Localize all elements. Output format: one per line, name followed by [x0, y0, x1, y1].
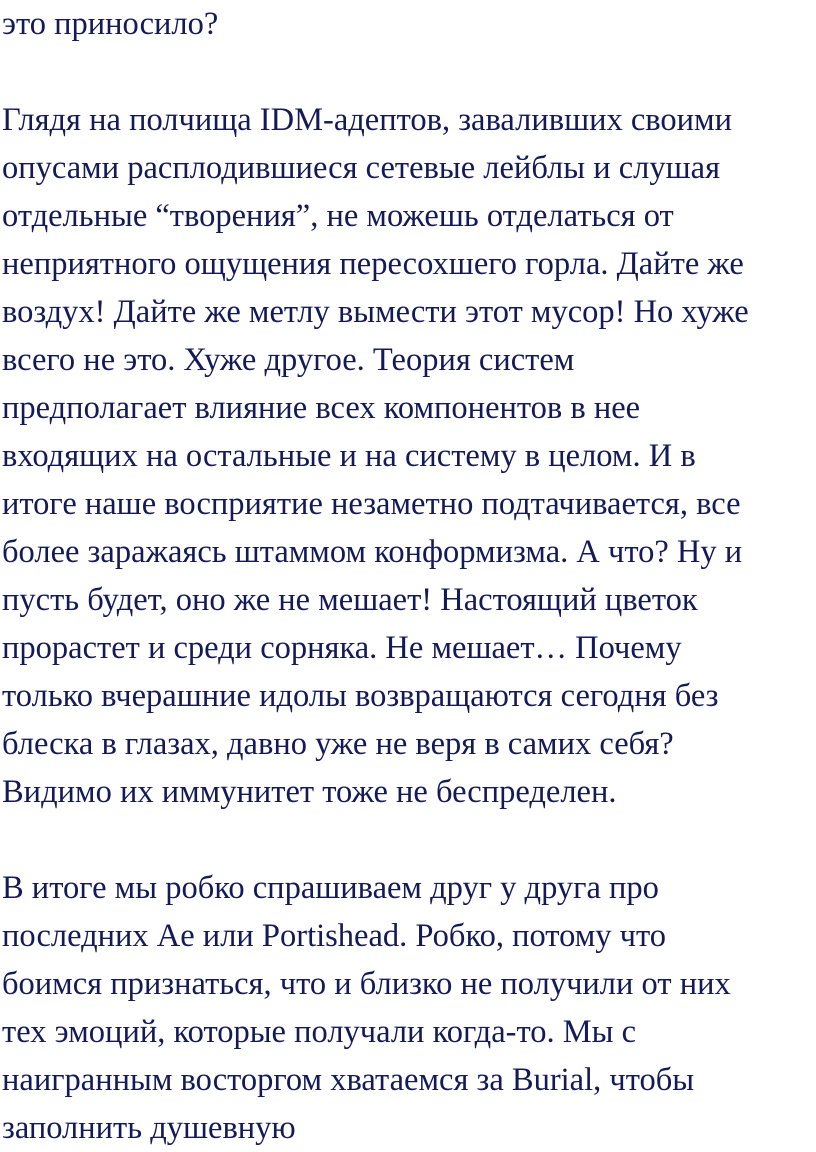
- text-line: боимся признаться, что и близко не получили от них: [2, 966, 731, 1002]
- text-line: воздух! Дайте же метлу вымести этот мусор! Но хуже: [2, 294, 749, 330]
- text-line: прорастет и среди сорняка. Не мешает… Почему: [2, 630, 682, 666]
- text-line: В итоге мы робко спрашиваем друг у друга про: [2, 870, 659, 906]
- text-line: только вчерашние идолы возвращаются сегодня без: [2, 678, 719, 714]
- text-line: всего не это. Хуже другое. Теория систем: [2, 342, 575, 378]
- text-line: последних Ae или Portishead. Робко, потому что: [2, 918, 667, 954]
- text-line: входящих на остальные и на систему в целом. И в: [2, 438, 696, 474]
- text-line: пусть будет, оно же не мешает! Настоящий цветок: [2, 582, 698, 618]
- text-line: наигранным восторгом хватаемся за Burial, чтобы: [2, 1062, 695, 1098]
- text-line: отдельные “творения”, не можешь отделаться от: [2, 198, 674, 234]
- text-line: тех эмоций, которые получали когда-то. Мы с: [2, 1014, 637, 1050]
- text-line: предполагает влияние всех компонентов в нее: [2, 390, 641, 426]
- text-line: Глядя на полчища IDM-адептов, заваливших своими: [2, 102, 733, 138]
- text-line: Видимо их иммунитет тоже не беспределен.: [2, 774, 617, 810]
- text-line: заполнить душевную: [2, 1110, 296, 1146]
- text-line: более заражаясь штаммом конформизма. А что? Ну и: [2, 534, 743, 570]
- text-line: итоге наше восприятие незаметно подтачивается, все: [2, 486, 741, 522]
- text-line: опусами расплодившиеся сетевые лейблы и слушая: [2, 150, 721, 186]
- text-line: это приносило?: [2, 6, 219, 42]
- text-line: блеска в глазах, давно уже не веря в самих себя?: [2, 726, 674, 762]
- text-line: неприятного ощущения пересохшего горла. Дайте же: [2, 246, 744, 282]
